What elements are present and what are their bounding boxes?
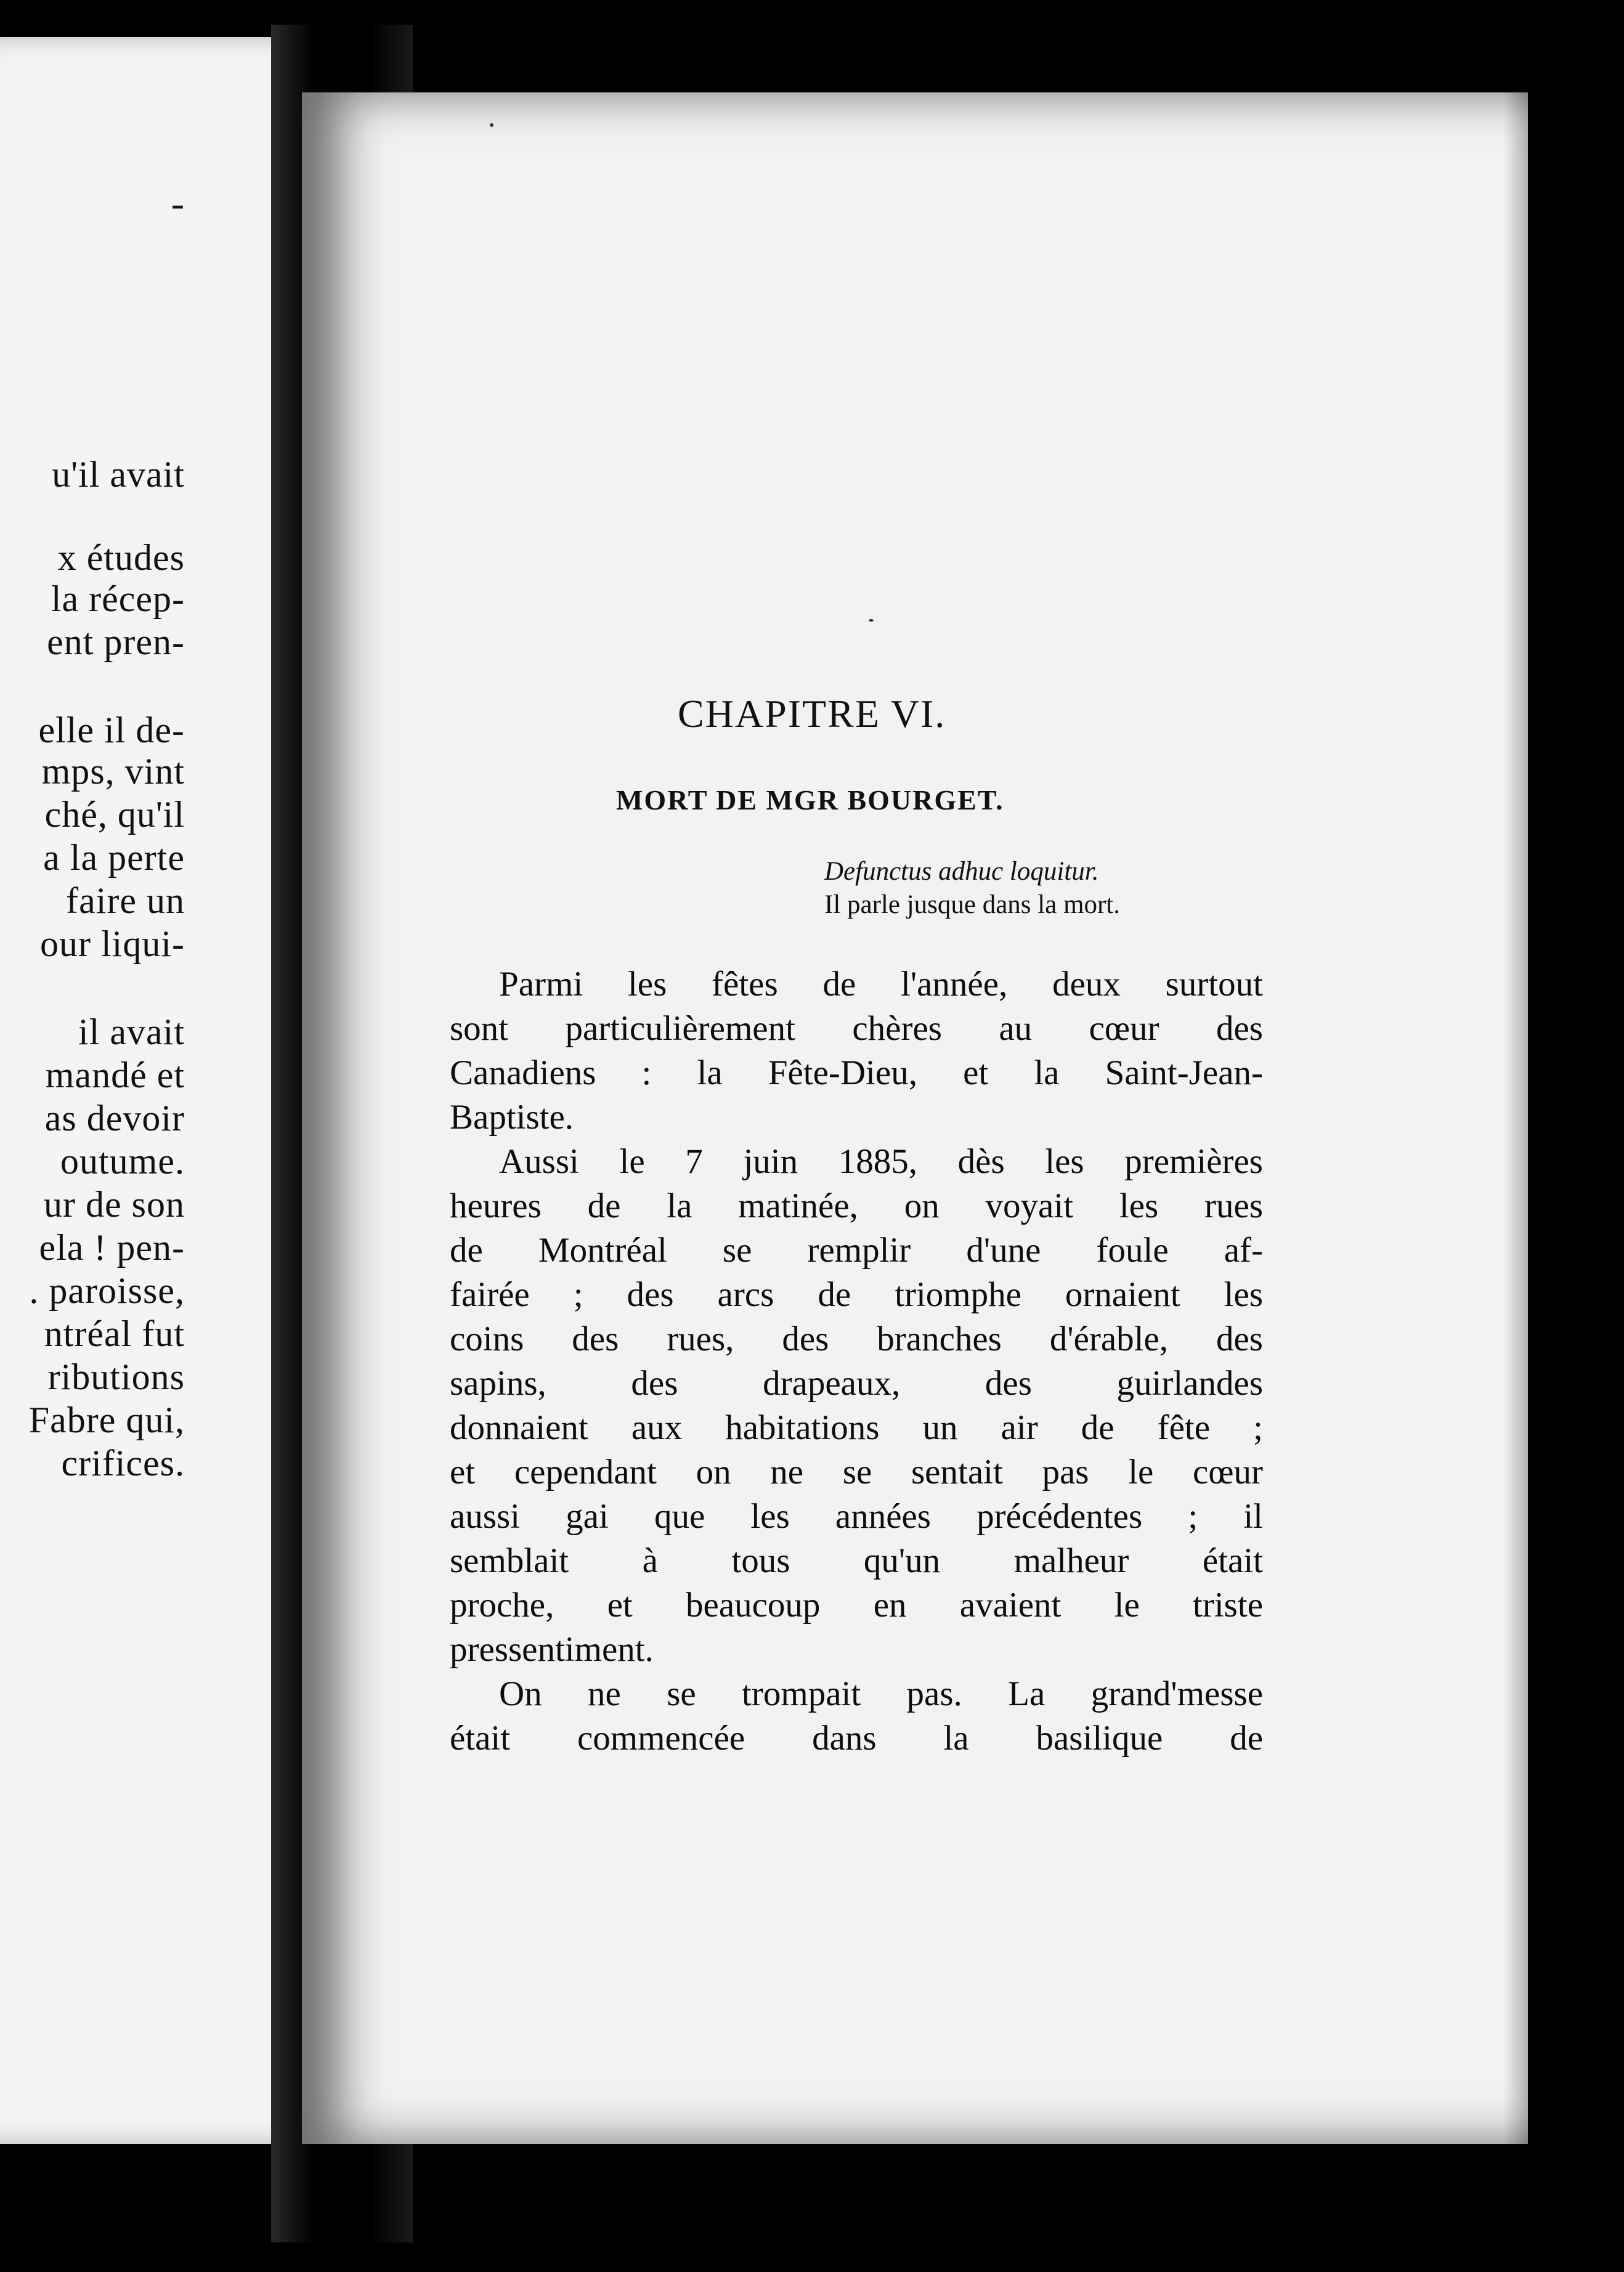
left-line: ent pren-: [47, 622, 185, 662]
left-line: ributions: [47, 1357, 185, 1397]
body-line: fairée ; des arcs de triomphe ornaient les: [450, 1275, 1263, 1314]
section-title: MORT DE MGR BOURGET.: [616, 784, 1004, 816]
left-line: x études: [57, 537, 185, 578]
body-line: aussi gai que les années précédentes ; il: [450, 1497, 1263, 1536]
body-text: [450, 962, 1263, 1761]
left-line: . paroisse,: [29, 1270, 185, 1311]
epigraph-latin: Defunctus adhuc loquitur.: [824, 857, 1099, 886]
left-line: u'il avait: [52, 454, 185, 495]
left-line: ela ! pen-: [39, 1227, 185, 1268]
left-line: Fabre qui,: [28, 1400, 185, 1440]
body-line: et cependant on ne se sentait pas le cœur: [450, 1453, 1263, 1491]
body-line: semblait à tous qu'un malheur était: [450, 1541, 1263, 1580]
left-line: a la perte: [43, 837, 185, 878]
body-line: sapins, des drapeaux, des guirlandes: [450, 1364, 1263, 1403]
body-line: Aussi le 7 juin 1885, dès les premières: [499, 1142, 1263, 1181]
chapter-title: CHAPITRE VI.: [678, 692, 946, 736]
page-edge-shadow: [1503, 92, 1528, 2144]
left-line: mps, vint: [41, 751, 185, 792]
left-line: faire un: [66, 880, 185, 921]
body-line: Baptiste.: [450, 1098, 574, 1137]
body-line: Parmi les fêtes de l'année, deux surtout: [499, 965, 1263, 1004]
left-line: ur de son: [44, 1184, 185, 1225]
paper-speck: [869, 619, 874, 622]
epigraph: [824, 855, 1120, 922]
left-line: our liqui-: [40, 923, 185, 964]
body-line: coins des rues, des branches d'érable, des: [450, 1320, 1263, 1358]
left-line: ché, qu'il: [44, 794, 185, 835]
left-line: crifices.: [61, 1443, 185, 1483]
left-line: elle il de-: [38, 710, 185, 750]
left-line: -: [171, 181, 185, 225]
body-line: de Montréal se remplir d'une foule af-: [450, 1231, 1263, 1270]
body-line: donnaient aux habitations un air de fête ;: [450, 1408, 1263, 1447]
paper-speck: [490, 123, 493, 127]
body-line: heures de la matinée, on voyait les rues: [450, 1187, 1263, 1225]
body-line: Canadiens : la Fête-Dieu, et la Saint-Jean-: [450, 1053, 1263, 1092]
left-line: ntréal fut: [44, 1313, 185, 1354]
body-line: était commencée dans la basilique de: [450, 1719, 1263, 1758]
body-line: On ne se trompait pas. La grand'messe: [499, 1674, 1263, 1713]
body-line: proche, et beaucoup en avaient le triste: [450, 1586, 1263, 1625]
left-line: as devoir: [44, 1098, 185, 1138]
left-line: il avait: [78, 1012, 185, 1052]
epigraph-french: Il parle jusque dans la mort.: [824, 890, 1121, 919]
left-line: mandé et: [45, 1055, 185, 1095]
body-line: pressentiment.: [450, 1630, 654, 1669]
body-line: sont particulièrement chères au cœur des: [450, 1009, 1263, 1048]
left-line: la récep-: [51, 578, 185, 619]
left-line: outume.: [60, 1141, 185, 1182]
